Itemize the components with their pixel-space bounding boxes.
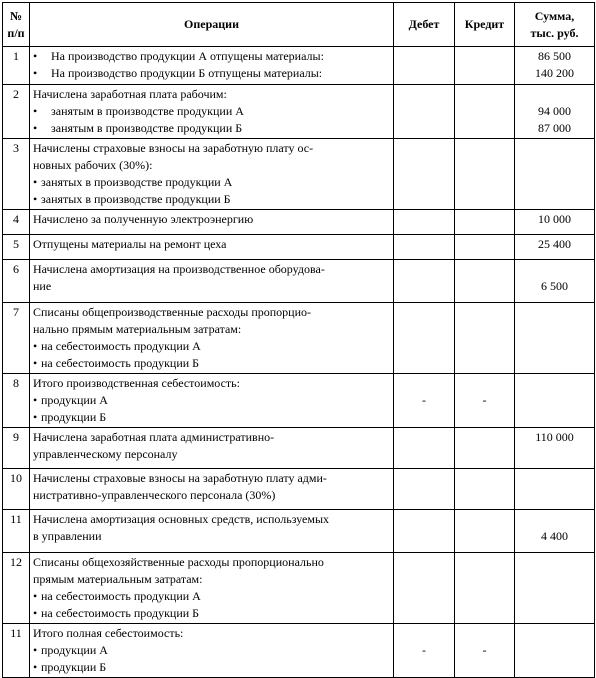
bullet-text: продукции А — [41, 643, 108, 657]
operation-line: Начислена амортизация основных средств, используемых — [33, 512, 330, 526]
bullet-text: продукции А — [41, 393, 108, 407]
operation-line: Списаны общехозяйственные расходы пропорционально — [33, 555, 324, 569]
operation-description — [30, 260, 394, 303]
operation-bullet — [33, 120, 390, 137]
sum-cell — [515, 210, 595, 235]
table-row — [3, 210, 595, 235]
header-sum-line1: Сумма, — [534, 8, 575, 23]
operation-description — [30, 139, 394, 210]
operation-bullet — [33, 642, 390, 659]
operation-line: управленческому персоналу — [33, 447, 178, 461]
debit-cell — [394, 553, 455, 624]
sum-value: 94 000 — [538, 104, 571, 118]
debit-cell — [394, 85, 455, 139]
sum-cell — [515, 374, 595, 428]
row-number: 11 — [3, 624, 30, 678]
sum-value: 86 500 — [538, 49, 571, 63]
credit-cell — [455, 210, 515, 235]
bullet-text: продукции Б — [41, 660, 107, 674]
operation-line: Итого полная себестоимость: — [33, 626, 184, 640]
bullet-icon: • — [33, 643, 38, 657]
bullet-text: продукции Б — [41, 410, 107, 424]
operation-line: Начислено за полученную электроэнергию — [33, 212, 254, 226]
bullet-icon: • — [33, 606, 38, 620]
table-row — [3, 85, 595, 139]
operation-description — [30, 624, 394, 678]
operation-description — [30, 210, 394, 235]
operation-description — [30, 47, 394, 85]
debit-cell — [394, 469, 455, 510]
table-row — [3, 428, 595, 469]
bullet-text: занятым в производстве продукции А — [51, 104, 244, 118]
operation-line: прямым материальным затратам: — [33, 572, 203, 586]
debit-cell: - — [394, 624, 455, 678]
sum-value: 25 400 — [538, 237, 571, 251]
bullet-icon: • — [33, 104, 38, 118]
sum-value: 87 000 — [538, 121, 571, 135]
sum-cell — [515, 510, 595, 553]
operation-line: в управлении — [33, 529, 102, 543]
bullet-icon: • — [33, 49, 38, 63]
operation-line: Отпущены материалы на ремонт цеха — [33, 237, 227, 251]
row-number: 9 — [3, 428, 30, 469]
row-number: 1 — [3, 47, 30, 85]
operation-line: нистративно-управленческого персонала (30%) — [33, 488, 276, 502]
operation-bullet — [33, 659, 390, 676]
operations-table — [2, 2, 595, 678]
operation-line: новных рабочих (30%): — [33, 158, 153, 172]
sum-cell — [515, 303, 595, 374]
operation-line: Итого производственная себестоимость: — [33, 376, 240, 390]
bullet-icon: • — [33, 660, 38, 674]
debit-cell — [394, 510, 455, 553]
debit-cell — [394, 260, 455, 303]
row-number: 7 — [3, 303, 30, 374]
operation-line: Начислена заработная плата рабочим: — [33, 87, 227, 101]
bullet-text: занятых в производстве продукции Б — [41, 192, 231, 206]
row-number: 11 — [3, 510, 30, 553]
debit-cell — [394, 47, 455, 85]
row-number: 8 — [3, 374, 30, 428]
operation-bullet — [33, 392, 390, 409]
bullet-icon: • — [33, 121, 38, 135]
operation-bullet — [33, 409, 390, 426]
operation-bullet — [33, 355, 390, 372]
credit-cell — [455, 428, 515, 469]
table-row — [3, 624, 595, 678]
sum-cell — [515, 47, 595, 85]
operation-line: Начислена заработная плата административно- — [33, 430, 275, 444]
operation-bullet — [33, 338, 390, 355]
bullet-text: занятых в производстве продукции А — [41, 175, 233, 189]
operation-description — [30, 469, 394, 510]
table-header-row — [3, 3, 595, 47]
sum-cell — [515, 624, 595, 678]
credit-cell — [455, 469, 515, 510]
bullet-text: на себестоимость продукции Б — [41, 356, 200, 370]
operation-description — [30, 510, 394, 553]
table-row — [3, 47, 595, 85]
credit-cell — [455, 139, 515, 210]
operation-description — [30, 374, 394, 428]
table-row — [3, 469, 595, 510]
operation-bullet — [33, 103, 390, 120]
header-sum-line2: тыс. руб. — [530, 25, 579, 40]
row-number: 5 — [3, 235, 30, 260]
operation-bullet — [33, 605, 390, 622]
bullet-icon: • — [33, 339, 38, 353]
operation-line: Начислена амортизация на производственное оборудова- — [33, 262, 325, 276]
row-number: 2 — [3, 85, 30, 139]
sum-value: 4 400 — [541, 529, 568, 543]
bullet-icon: • — [33, 589, 38, 603]
table-row — [3, 139, 595, 210]
operation-bullet — [33, 588, 390, 605]
credit-cell — [455, 235, 515, 260]
bullet-icon: • — [33, 66, 38, 80]
operation-description — [30, 428, 394, 469]
credit-cell: - — [455, 374, 515, 428]
operation-line: Начислены страховые взносы на заработную плату адми- — [33, 471, 327, 485]
operation-bullet — [33, 48, 390, 65]
bullet-text: На производство продукции А отпущены материалы: — [51, 49, 324, 63]
bullet-text: На производство продукции Б отпущены материалы: — [51, 66, 323, 80]
debit-cell — [394, 303, 455, 374]
credit-cell — [455, 47, 515, 85]
credit-cell — [455, 553, 515, 624]
operation-line: ние — [33, 279, 52, 293]
table-row — [3, 510, 595, 553]
operation-description — [30, 303, 394, 374]
operation-line: нально прямым материальным затратам: — [33, 322, 242, 336]
header-debit: Дебет — [394, 3, 455, 47]
row-number: 12 — [3, 553, 30, 624]
credit-cell — [455, 303, 515, 374]
header-num-line1: № — [9, 8, 23, 23]
operation-bullet — [33, 174, 390, 191]
credit-cell — [455, 260, 515, 303]
sum-cell — [515, 85, 595, 139]
table-row — [3, 235, 595, 260]
sum-cell — [515, 469, 595, 510]
row-number: 3 — [3, 139, 30, 210]
row-number: 10 — [3, 469, 30, 510]
sum-value: 140 200 — [535, 66, 574, 80]
table-body — [3, 47, 595, 678]
operation-bullet — [33, 191, 390, 208]
sum-cell — [515, 553, 595, 624]
sum-value: 10 000 — [538, 212, 571, 226]
debit-cell: - — [394, 374, 455, 428]
table-row — [3, 374, 595, 428]
bullet-icon: • — [33, 410, 38, 424]
operation-bullet — [33, 65, 390, 82]
bullet-icon: • — [33, 192, 38, 206]
credit-cell — [455, 85, 515, 139]
bullet-text: на себестоимость продукции А — [41, 339, 201, 353]
operation-line: Начислены страховые взносы на заработную плату ос- — [33, 141, 314, 155]
debit-cell — [394, 139, 455, 210]
bullet-icon: • — [33, 393, 38, 407]
operation-description — [30, 553, 394, 624]
bullet-text: занятым в производстве продукции Б — [51, 121, 243, 135]
credit-cell — [455, 510, 515, 553]
sum-value: 110 000 — [535, 430, 574, 444]
table-row — [3, 553, 595, 624]
sum-cell — [515, 428, 595, 469]
header-operations: Операции — [30, 3, 394, 47]
bullet-text: на себестоимость продукции Б — [41, 606, 200, 620]
debit-cell — [394, 210, 455, 235]
table-row — [3, 260, 595, 303]
header-num — [3, 3, 30, 47]
sum-cell — [515, 139, 595, 210]
operation-line: Списаны общепроизводственные расходы пропорцио- — [33, 305, 311, 319]
header-credit: Кредит — [455, 3, 515, 47]
credit-cell: - — [455, 624, 515, 678]
row-number: 6 — [3, 260, 30, 303]
bullet-icon: • — [33, 175, 38, 189]
sum-cell — [515, 260, 595, 303]
debit-cell — [394, 428, 455, 469]
bullet-icon: • — [33, 356, 38, 370]
bullet-text: на себестоимость продукции А — [41, 589, 201, 603]
sum-value: 6 500 — [541, 279, 568, 293]
sum-cell — [515, 235, 595, 260]
table-row — [3, 303, 595, 374]
operation-description — [30, 235, 394, 260]
header-sum — [515, 3, 595, 47]
operation-description — [30, 85, 394, 139]
header-num-line2: п/п — [7, 25, 25, 40]
row-number: 4 — [3, 210, 30, 235]
debit-cell — [394, 235, 455, 260]
